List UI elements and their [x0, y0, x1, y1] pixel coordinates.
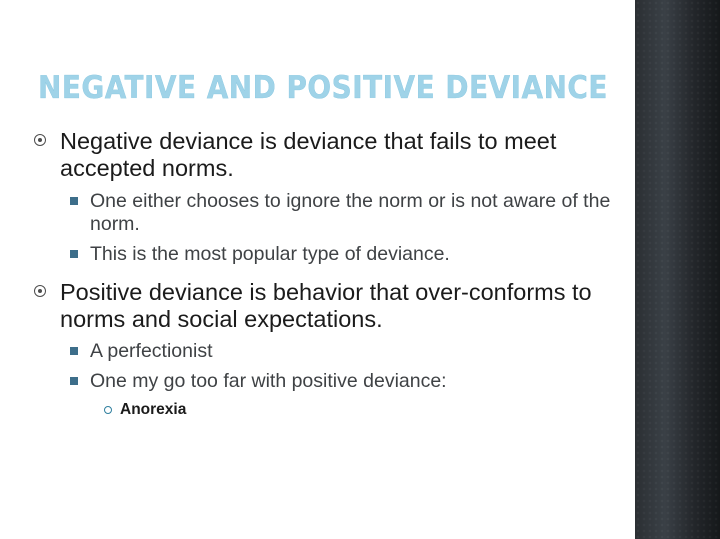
square-bullet-icon [70, 197, 78, 205]
page-title: NEGATIVE AND POSITIVE DEVIANCE [38, 70, 608, 106]
list-item-label: Negative deviance is deviance that fails to meet accepted norms. [60, 128, 557, 182]
list-item-label: One either chooses to ignore the norm or is not aware of the norm. [90, 189, 611, 235]
list-item-label: Anorexia [120, 401, 187, 418]
list-item-label: A perfectionist [90, 340, 213, 362]
list-item [28, 340, 613, 363]
square-bullet-icon [70, 347, 78, 355]
list-item [28, 279, 613, 334]
square-bullet-icon [70, 250, 78, 258]
spacer [28, 269, 613, 279]
square-bullet-icon [70, 377, 78, 385]
bullet-list [28, 128, 613, 420]
circle-bullet-icon [34, 134, 46, 146]
list-item-label: This is the most popular type of deviance. [90, 242, 450, 265]
slide-body [28, 128, 613, 420]
list-item [28, 243, 613, 266]
list-item [28, 128, 613, 183]
circle-bullet-icon [34, 285, 46, 297]
slide-decorative-band [635, 0, 720, 539]
list-item [28, 401, 613, 420]
list-item-label: One my go too far with positive deviance: [90, 370, 447, 392]
hollow-circle-bullet-icon [104, 406, 112, 414]
list-item [28, 190, 613, 236]
list-item [28, 370, 613, 393]
list-item-label: Positive deviance is behavior that over-conforms to norms and social expectations. [60, 278, 592, 332]
